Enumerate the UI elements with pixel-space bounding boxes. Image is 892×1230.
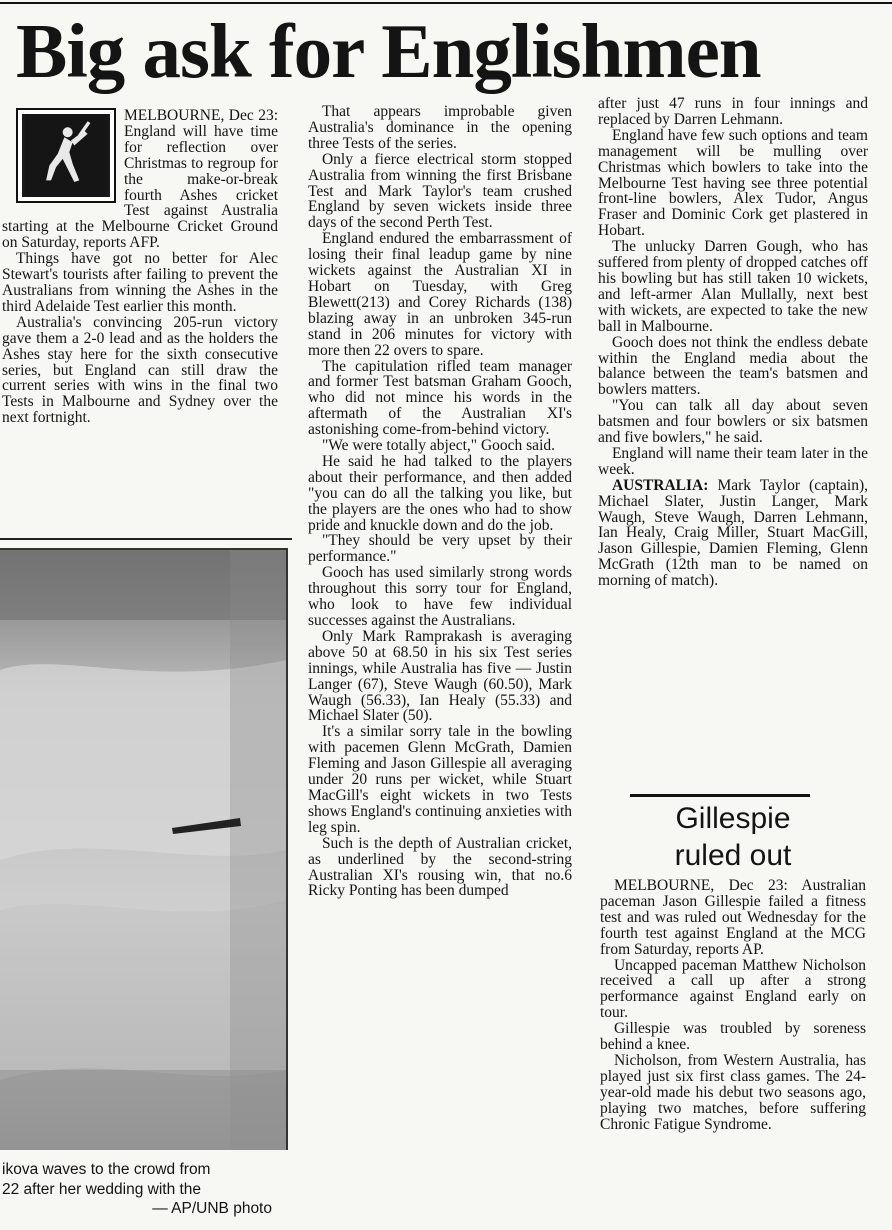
paragraph: The unlucky Darren Gough, who has suffered from plenty of dropped catches off his bowling but has still taken 10 wickets, and left-armer Alan Mullally, next best with wickets, are expected to take the new ball in Malbourne. (598, 238, 868, 335)
paragraph: Things have got no better for Alec Stewart's tourists after failing to prevent the Australians from winning the Ashes in the third Adelaide Test earlier this month. (2, 250, 278, 315)
caption-line: 22 after her wedding with the (2, 1180, 202, 1198)
sidebar-headline-line: ruled out (674, 839, 792, 872)
paragraph: It's a similar sorry tale in the bowling with pacemen Glenn McGrath, Damien Fleming and Jason Gillespie all averaging under 20 runs per wicket, while Stuart MacGill's eight wickets in two Tests shows England's continuing anxieties with leg spin. (308, 723, 572, 836)
paragraph: Only Mark Ramprakash is averaging above 50 at 68.50 in his six Test series innings, while Australia has five — Justin Langer (67), Steve Waugh (60.50), Mark Waugh (56.33), Ian Healy (55.33) and Michael Slater (50). (308, 627, 572, 725)
paragraph: England have few such options and team management will be mulling over Christmas which bowlers to take into the Melbourne Test having see three potential front-line bowlers, Alex Tudor, Angus Fraser and Dominic Cork get plastered in Hobart. (598, 126, 868, 240)
paragraph: Such is the depth of Australian cricket, as underlined by the second-string Australian XI's rousing win, that no.6 Ricky Ponting has been dumped (308, 834, 572, 900)
sidebar-rule (630, 794, 810, 797)
paragraph: MELBOURNE, Dec 23: England will have time for reflection over Christmas to regroup for the make-or-break fourth Ashes cricket Test against Australia starting at the Melbourne Cricket Ground on Saturday, reports AFP. (2, 107, 278, 252)
paragraph: "You can talk all day about seven batsmen and four bowlers or six batsmen and five bowlers," he said. (598, 397, 868, 447)
paragraph: Gillespie was troubled by soreness behind a knee. (600, 1020, 866, 1054)
paragraph: Gooch has used similarly strong words throughout this sorry tour for England, who look to have few individual successes against the Australians. (308, 564, 572, 629)
sidebar-story-body (600, 878, 866, 1133)
article-column-3 (598, 96, 868, 589)
paragraph: The capitulation rifled team manager and former Test batsman Graham Gooch, who did not mince his words in the aftermath of the Australian XI's astonishing come-from-behind victory. (308, 357, 572, 439)
roster-label: AUSTRALIA: (611, 476, 709, 494)
paragraph: Australia's convincing 205-run victory gave them a 2-0 lead and as the holders the Ashes stay here for the sixth consecutive series, but England can still draw the current series with wins in the final two Tests in Malbourne and Sydney over the next fortnight. (2, 313, 278, 427)
sidebar-headline (600, 800, 866, 874)
paragraph: Nicholson, from Western Australia, has played just six first class games. The 24-year-old made his debut two seasons ago, playing two matches, before suffering Chronic Fatigue Syndrome. (600, 1051, 866, 1133)
wedding-photo (0, 548, 288, 1150)
headline: Big ask for Englishmen (16, 8, 761, 94)
photo-credit: — AP/UNB photo (152, 1200, 272, 1217)
article-column-2 (308, 104, 572, 899)
paragraph: That appears improbable given Australia's dominance in the opening three Tests of the series. (308, 103, 572, 152)
cricket-batsman-icon (22, 114, 110, 197)
paragraph: "We were totally abject," Gooch said. (321, 437, 555, 455)
paragraph: England endured the embarrassment of losing their final leadup game by nine wickets against the Australian XI in Hobart on Tuesday, with Greg Blewett(213) and Corey Richards (138) blazing away in an unbroken 345-run stand in 206 minutes for victory with more then 22 overs to spare. (308, 230, 572, 359)
roster-text: Mark Taylor (captain), Michael Slater, Justin Langer, Mark Waugh, Steve Waugh, Darren Lehmann, Ian Healy, Craig Miller, Stuart MacGill, Jason Gillespie, Damien Fleming, Glenn McGrath (12th man to be named on morning of match). (598, 476, 869, 590)
paragraph: Only a fierce electrical storm stopped Australia from winning the first Brisbane Test and Mark Taylor's team crushed England by seven wickets inside three days of the second Perth Test. (308, 150, 572, 232)
paragraph: after just 47 runs in four innings and replaced by Darren Lehmann. (598, 95, 868, 128)
paragraph: Gooch does not think the endless debate within the England media about the balance between the team's batsmen and bowlers matters. (598, 333, 868, 399)
paragraph: "They should be very upset by their performance." (308, 532, 572, 566)
paragraph: MELBOURNE, Dec 23: Australian paceman Jason Gillespie failed a fitness test and was ruled out Wednesday for the fourth test against England at the MCG from Saturday, reports AP. (600, 877, 866, 958)
sports-thumbnail (16, 108, 116, 203)
paragraph: England will name their team later in the week. (598, 444, 868, 478)
paragraph: He said he had talked to the players about their performance, and then added "you can do all the talking you like, but the players are the ones who had to show pride and knuckle down and do the job. (308, 452, 572, 534)
photo-caption (2, 1160, 286, 1219)
sidebar-headline-line: Gillespie (675, 802, 791, 835)
team-roster (598, 478, 868, 589)
photo-rule (0, 538, 292, 540)
article-column-1 (2, 108, 278, 426)
paragraph: Uncapped paceman Matthew Nicholson received a call up after a strong performance against England early on tour. (600, 956, 866, 1022)
caption-line: ikova waves to the crowd from (2, 1161, 211, 1178)
top-rule (0, 2, 892, 4)
photo-image (0, 550, 286, 1150)
